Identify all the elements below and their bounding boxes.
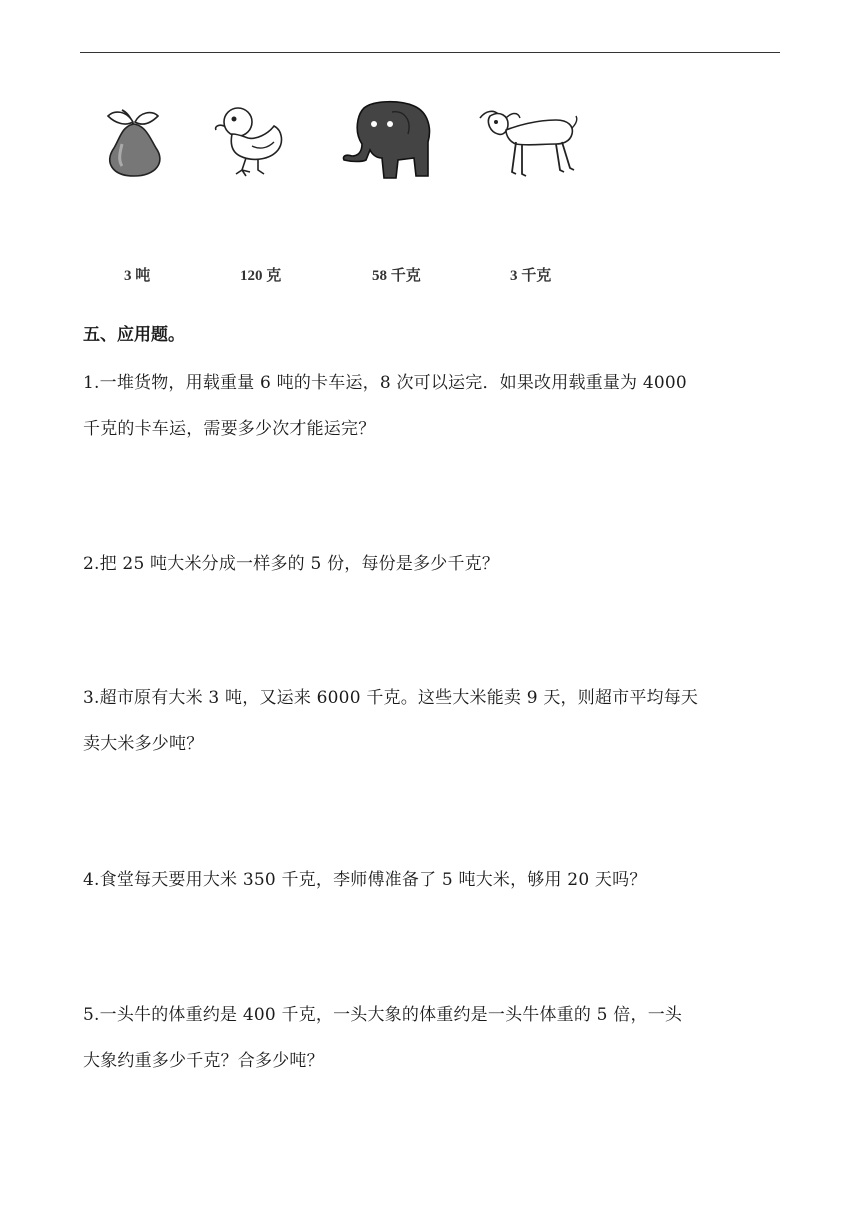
question-5 [83, 992, 783, 1084]
question-line: 千克的卡车运，需要多少次才能运完？ [83, 419, 376, 439]
question-line: 大象约重多少千克？合多少吨？ [83, 1051, 324, 1071]
question-2 [83, 541, 783, 587]
question-3 [83, 675, 783, 767]
duck-icon [212, 100, 290, 184]
question-line: 2.把 25 吨大米分成一样多的 5 份，每份是多少千克？ [83, 554, 500, 574]
elephant-weight-caption: 58 千克 [372, 268, 421, 284]
question-1 [83, 360, 783, 452]
lamb-icon [476, 98, 580, 182]
pear-icon [100, 104, 170, 180]
question-line: 5.一头牛的体重约是 400 千克，一头大象的体重约是一头牛体重的 5 倍，一头 [83, 1005, 683, 1025]
section-title: 五、应用题。 [83, 325, 185, 345]
elephant-icon [340, 98, 436, 184]
pear-weight-caption: 3 吨 [124, 268, 151, 284]
duck-weight-caption: 120 克 [240, 268, 282, 284]
question-4 [83, 857, 783, 903]
lamb-weight-caption: 3 千克 [510, 268, 552, 284]
question-line: 3.超市原有大米 3 吨，又运来 6000 千克。这些大米能卖 9 天，则超市平均每天 [83, 688, 699, 708]
question-line: 卖大米多少吨？ [83, 734, 204, 754]
question-line: 4.食堂每天要用大米 350 千克，李师傅准备了 5 吨大米，够用 20 天吗？ [83, 870, 647, 890]
header-rule [80, 52, 780, 53]
question-line: 1.一堆货物，用载重量 6 吨的卡车运，8 次可以运完．如果改用载重量为 4000 [83, 373, 687, 393]
